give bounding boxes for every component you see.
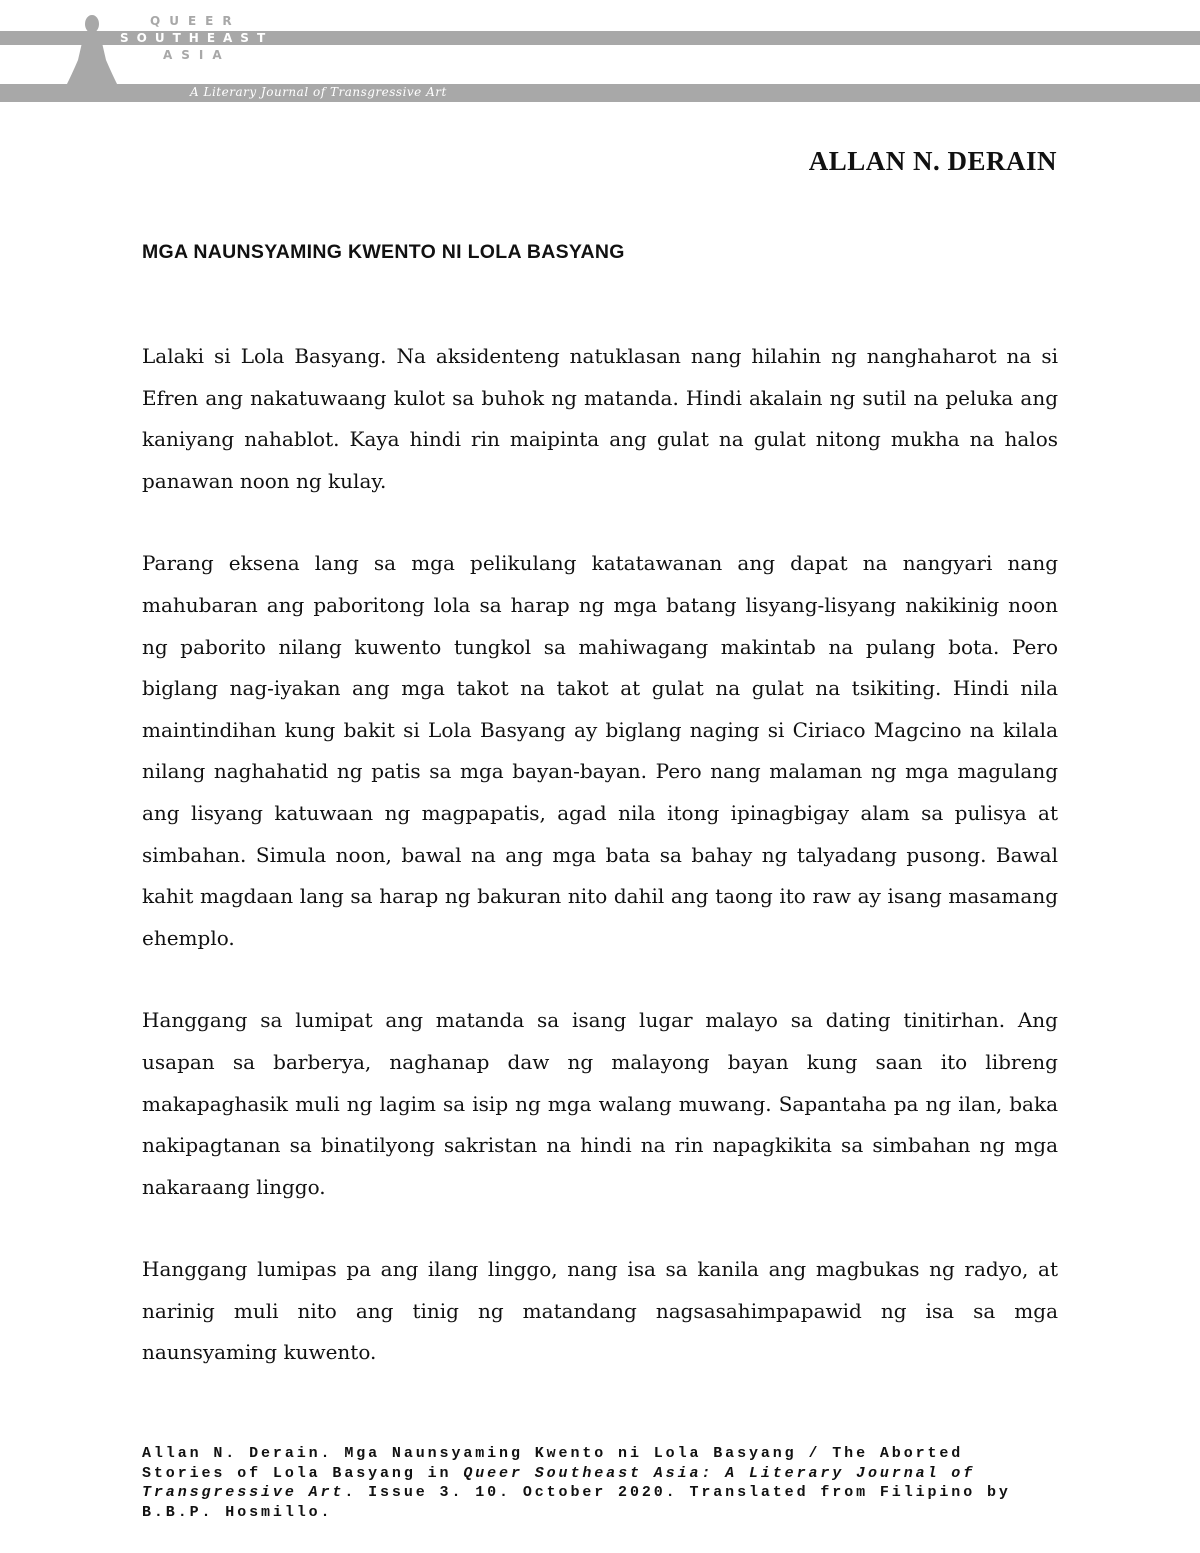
citation-footer — [142, 1444, 1058, 1522]
story-body — [142, 336, 1058, 1415]
journal-tagline: A Literary Journal of Transgressive Art — [190, 85, 447, 99]
paragraph: Hanggang lumipas pa ang ilang linggo, nang isa sa kanila ang magbukas ng radyo, at narinig muli nito ang tinig ng matandang nagsasahimpapawid ng isa sa mga naunsyaming kuwento. — [142, 1257, 1058, 1365]
citation-journal: Queer Southeast Asia: A Literary Journal of Transgressive Art — [142, 1464, 976, 1501]
author-name: ALLAN N. DERAIN — [808, 146, 1057, 176]
citation-suffix: . Issue 3. 10. October 2020. Translated from Filipino by B.B.P. Hosmillo. — [142, 1484, 1011, 1521]
paragraph: Lalaki si Lola Basyang. Na aksidenteng natuklasan nang hilahin ng nanghaharot na si Efren ang nakatuwaang kulot sa buhok ng matanda. Hindi akalain ng sutil na peluka ang kaniyang nahablot. Kaya hindi rin maipinta ang gulat na gulat nitong mukha na halos panawan noon ng kulay. — [142, 344, 1058, 493]
logo-text-southeast: SOUTHEAST — [120, 31, 274, 45]
story-title: MGA NAUNSYAMING KWENTO NI LOLA BASYANG — [142, 241, 625, 263]
header-band-bottom — [0, 84, 1200, 102]
seated-buddha-figure-icon — [62, 14, 122, 90]
logo-text-queer: QUEER — [150, 14, 241, 28]
logo-text-asia: ASIA — [163, 48, 231, 62]
paragraph: Parang eksena lang sa mga pelikulang katatawanan ang dapat na nangyari nang mahubaran ang paboritong lola sa harap ng mga batang lisyang-lisyang nakikinig noon ng paborito nilang kuwento tungkol sa mahiwagang makintab na pulang bota. Pero biglang nag-iyakan ang mga takot na takot at gulat na gulat na tsikiting. Hindi nila maintindihan kung bakit si Lola Basyang ay biglang naging si Ciriaco Magcino na kilala nilang naghahatid ng patis sa mga bayan-bayan. Pero nang malaman ng mga magulang ang lisyang katuwaan ng magpapatis, agad nila itong ipinagbigay alam sa pulisya at simbahan. Simula noon, bawal na ang mga bata sa bahay ng talyadang pusong. Bawal kahit magdaan lang sa harap ng bakuran nito dahil ang taong ito raw ay isang masamang ehemplo. — [142, 551, 1058, 950]
paragraph: Hanggang sa lumipat ang matanda sa isang lugar malayo sa dating tinitirhan. Ang usapan sa barberya, naghanap daw ng malayong bayan kung saan ito libreng makapaghasik muli ng lagim sa isip ng mga walang muwang. Sapantaha pa ng ilan, baka nakipagtanan sa binatilyong sakristan na hindi na rin napagkikita sa simbahan ng mga nakaraang linggo. — [142, 1008, 1058, 1199]
citation-prefix: Allan N. Derain. Mga Naunsyaming Kwento ni Lola Basyang / The Aborted Stories of Lola Basyang in — [142, 1445, 964, 1482]
